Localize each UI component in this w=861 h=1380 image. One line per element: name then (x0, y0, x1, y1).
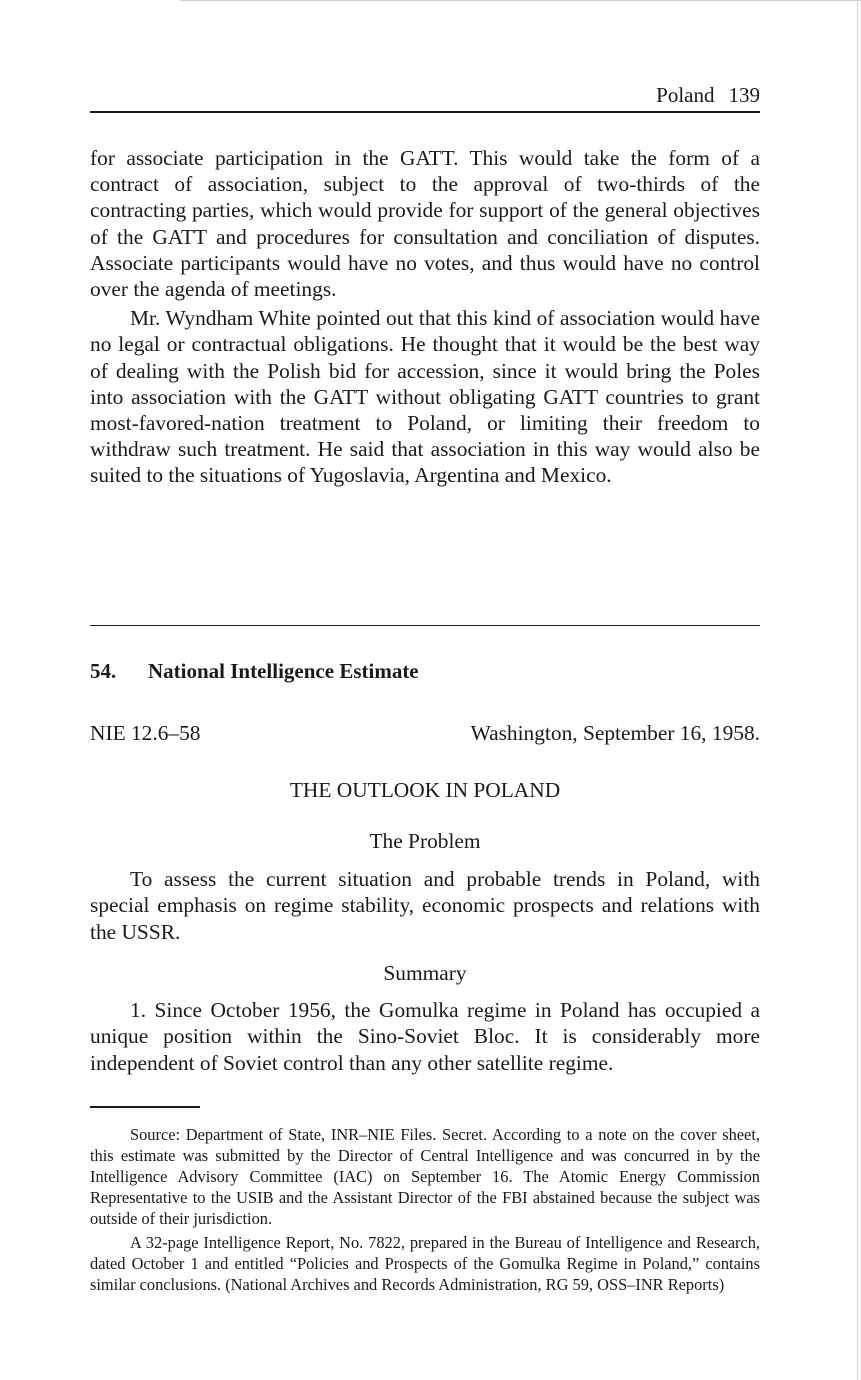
source-footnote: Source: Department of State, INR–NIE Files. Secret. According to a note on the cover sheet, this estimate was submitted by the Director of Central Intelligence and was concurred in by the Intelligence Advisory Committee (IAC) on September 16. The Atomic Energy Commission Representative to the USIB and the Assistant Director of the FBI abstained because the subject was outside of their jurisdiction. (90, 1125, 760, 1228)
continued-paragraph: for associate participation in the GATT. This would take the form of a contract of association, subject to the approval of two-thirds of the contracting parties, which would provide for support of the general objectives of the GATT and procedures for consultation and conciliation of disputes. Associate participants would have no votes, and thus would have no control over the agenda of meetings. (90, 146, 760, 302)
problem-heading: The Problem (369, 829, 481, 853)
document-meta (90, 719, 760, 747)
running-head-title: Poland (656, 83, 715, 107)
page-number: 139 (728, 83, 760, 107)
footnotes (90, 1124, 760, 1295)
scan-edge-top (180, 0, 861, 1)
problem-paragraph: To assess the current situation and probable trends in Poland, with special emphasis on regime stability, economic prospects and relations with the USSR. (90, 867, 760, 944)
section-divider (90, 625, 760, 626)
document-number: 54. (90, 659, 117, 683)
scan-edge-right (857, 0, 858, 1380)
related-report-footnote: A 32-page Intelligence Report, No. 7822, prepared in the Bureau of Intelligence and Research, dated October 1 and entitled “Policies and Prospects of the Gomulka Regime in Poland,” contains similar conclusions. (National Archives and Records Administration, RG 59, OSS–INR Reports) (90, 1233, 760, 1294)
document-reference: NIE 12.6–58 (90, 721, 201, 745)
header-rule (90, 111, 760, 113)
estimate-title: THE OUTLOOK IN POLAND (289, 778, 561, 802)
document-title: National Intelligence Estimate (148, 659, 419, 683)
wyndham-white-paragraph: Mr. Wyndham White pointed out that this kind of association would have no legal or contractual obligations. He thought that it would be the best way of dealing with the Polish bid for accession, since it would bring the Poles into association with the GATT without obligating GATT countries to grant most-favored-nation treatment to Poland, or limiting their freedom to withdraw such treatment. He said that association in this way would also be suited to the situations of Yugoslavia, Argentina and Mexico. (90, 306, 760, 488)
footnote-rule (90, 1106, 200, 1108)
summary-heading: Summary (383, 961, 467, 985)
continued-text (90, 145, 760, 489)
summary-paragraph: 1. Since October 1956, the Gomulka regime in Poland has occupied a unique position within the Sino-Soviet Bloc. It is considerably more independent of Soviet control than any other satellite regime. (90, 998, 760, 1075)
document-place-date: Washington, September 16, 1958. (470, 721, 760, 745)
running-head (656, 80, 760, 110)
document-heading (90, 657, 419, 685)
